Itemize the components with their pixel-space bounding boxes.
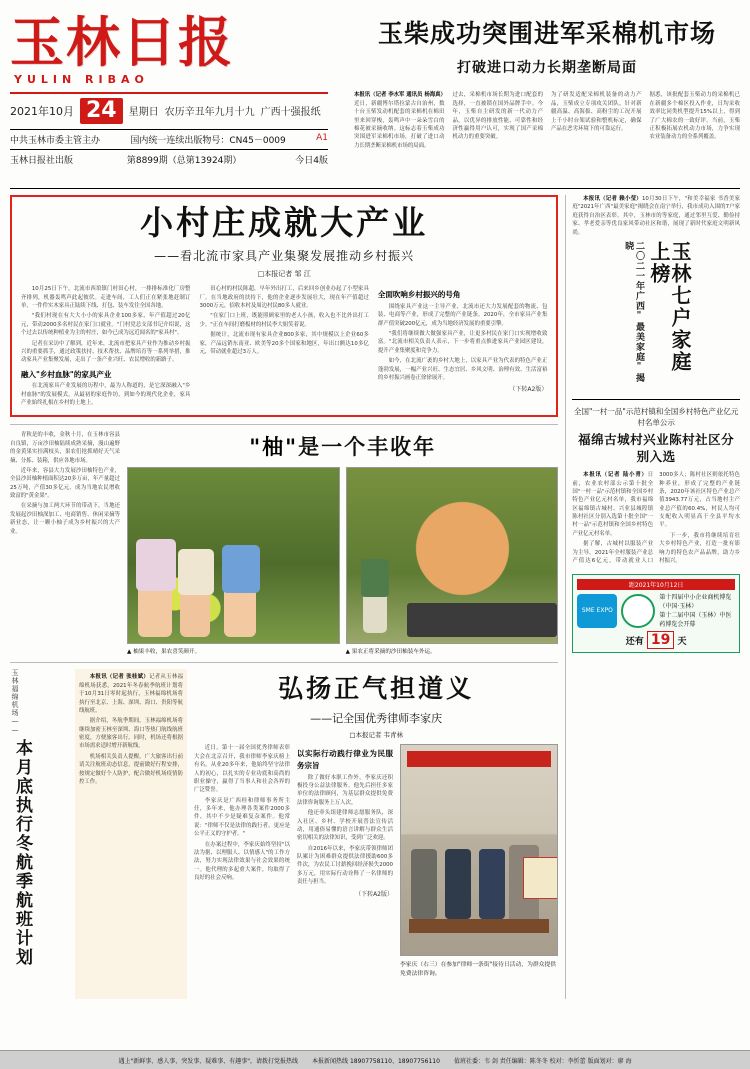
lead-s1-para-1: 在北流家具产业发展的历程中，最为人称道的，是它深深融入"乡村血脉"的发展模式。从最初的家庭作坊，到如今的现代化企业，家具产业始终扎根在乡村的土地上。 [21,383,191,407]
main-column [10,195,558,999]
dateline-date: 2021年10月 [10,104,74,118]
pp-text-3: 在采摘与加工两大环节的带动下，当地还发展起沙田柚深加工、电商销售、休闲采摘等新业态，让一颗小柚子成为乡村振兴的大产业。 [10,503,120,535]
lawyer-story-headline: 弘扬正气担道义 [278,674,475,704]
expo-ad[interactable] [572,574,740,653]
top-story-text-4: 据悉，该批配套玉柴动力的采棉机已在新疆多个棉区投入作业，日均采收效率比同类机型提升15%以上，得到了广大棉农的一致好评。当前，玉柴正积极拓展农机动力市场，力争实现农业装备动力的全系列覆盖。 [649,92,740,141]
lawyer-story-subhead: ——记全国优秀律师李家庆 [310,712,443,726]
lead-s2-para-1: 围绕家具产业这一主导产业，北流市还大力发展配套的物流、包装、电商等产业，形成了完整的产业链条。2020年，全市家具产业集群产值突破200亿元，成为当地经济发展的重要引擎。 [377,303,548,327]
rail-story-2-text [572,471,740,566]
page-footer [0,1050,750,1069]
lead-s2-para-3: 如今，在北流广袤的乡村大地上，以家具产业为代表的特色产业正蓬勃发展，一幅产业兴旺、生态宜居、乡风文明、治理有效、生活富裕的乡村振兴画卷正徐徐展开。 [377,358,548,381]
lead-para-1: 10月25日下午，北流市西埌镇门村田心村，一排排标准化厂房整齐排列，机器轰鸣声此起彼伏。走进车间，工人们正在紧张地赶制订单，一件件实木家具正陆续下线、打包、装车发往全国各地。 [21,286,191,310]
photo-caption-left: ▲ 柚果丰收，果农喜笑颜开。 [127,649,201,656]
lead-story-byline: □本报记者 邹 江 [257,270,311,279]
lawyer-para-1: 近日，第十一届全国优秀律师表彰大会在北京召开，我市律师李家庆榜上有名。从业20多年来，他始终坚守法律人的初心，以扎实的专业功底和高尚的职业操守，赢得了当事人和社会各界的广泛赞誉。 [194,745,290,794]
top-story-col-1 [354,86,445,155]
dateline-lunar: 农历辛丑年九月十九 [164,107,255,119]
rail-story-1-body: 10月30日下午，"和美幸福家 书香美家庭"2021年广西"最美家庭"揭晓会在南宁举行，我市成功入围的7户家庭获得自治区表彰。其中，玉林市的等家庭，通过邻里互爱、勤俭持家、孝老爱亲等优良家风带动社区和谐，展现了新时代家庭文明新风尚。 [572,196,740,236]
expo-ad-head: 距2021年10月12日 [577,579,735,590]
lead-story [10,195,558,417]
page-body [10,195,740,999]
rail-story-1-kicker: 二〇二一年广西"最美家庭"揭晓 [623,240,644,383]
dateline-network: 广西十强报纸 [260,107,321,119]
masthead [10,8,740,189]
rail-story-1-headline: 玉林七户家庭上榜 [646,240,692,373]
footer-hotline: 本报新闻热线 18907758110、18907756110 [312,1057,440,1065]
lawyer-story-byline: □本报记者 韦青林 [349,731,404,740]
photo-package-title-quoted: "柚" [249,434,299,460]
airport-brief [10,669,68,999]
lead-col-2 [199,285,368,409]
bottom-package [10,662,558,999]
rail-story-2-headline: 福绵古城村兴业陈村社区分别入选 [578,432,735,465]
lawyer-para-3: 在办案过程中，李家庆始终坚持"以法为据、以理服人、以情感人"的工作方法，努力实现法律效果与社会效果的统一。他代理的多起重大案件，均取得了良好的社会反响。 [194,841,290,882]
right-rail [565,195,740,999]
page-code: A1 [316,132,328,143]
rail-story-1 [572,195,740,391]
lead-col-1 [21,285,190,409]
rail-story-1-text [572,195,740,237]
countdown-suffix: 天 [677,637,687,648]
photo-pomelo-transport [346,467,559,644]
lead-s1-para-3: "在家门口上班，既能照顾家里的老人小孩，收入也不比外出打工少。"正在车间打磨板材的村民李大姐笑着说。 [199,313,369,328]
dateline [10,98,340,124]
masthead-rule-red [10,92,328,94]
expo-ad-row [577,593,735,629]
top-story [340,8,740,155]
photo-package-title [127,431,558,461]
airport-para-2: 据介绍，冬航季期间，玉林福绵机场将继续加密玉林至深圳、海口等热门航线航班密度，方便旅客出行。同时，机场还将根据市场需求适时增开新航线。 [79,718,183,750]
lawyer-s-para-2: 他还牵头组建律师志愿服务队，深入社区、乡村、学校开展普法宣传活动，用通俗易懂的语言讲解与群众生活密切相关的法律知识，受到广泛欢迎。 [297,810,393,842]
masthead-left [10,8,340,169]
top-story-col-3 [551,86,642,155]
photo-caption-right: ▲ 果农正将采摘的沙田柚装车外运。 [345,649,436,656]
lawyer-col-1 [194,744,290,977]
expo-ad-line-1: 第十四届中小企业商机博览（中国·玉林） [659,594,732,611]
countdown-prefix: 还有 [625,637,644,648]
top-story-text-3: 为了研发适配采棉机装备的动力产品，玉柴成立专项攻关团队，针对新疆高温、高海拔、高粉尘的工况开展上千小时台架试验和整机标定，确保产品在恶劣环境下的可靠运行。 [551,92,642,132]
photo-captions [127,647,558,655]
photo-pomelo-harvest [127,467,340,644]
masthead-rule-2 [10,149,328,150]
newspaper-logo: 玉林日报 [10,10,234,74]
expo-countdown [577,632,735,648]
airport-brief-headline: 本月底执行冬航季航班计划 [12,739,32,968]
pp-text-1: 青秋是的丰收，金秋十月，在玉林市容县自良镇，万亩沙田柚陆续成熟采摘，漫山遍野的金黄果实挂满枝头，果农们抢抓晴好天气采摘、分拣、装箱，供应各地市场。 [10,432,120,464]
top-story-lead: 本报讯（记者 李水军 通讯员 杨海真） [354,92,446,99]
rail-story-1-lead: 本报讯（记者 赖小莹） [583,196,642,202]
airport-brief-kicker: 玉林福绵机场—— [11,669,19,736]
lawyer-story-body [194,744,558,977]
lead-s2-para-2: "我们将继续做大做强家具产业，让更多村民在家门口实现增收致富。"北流市相关负责人表示，下一步将重点推进家具产业园区建设，提升产业集聚度和竞争力。 [377,331,548,354]
lawyer-photo [400,744,558,956]
lawyer-section-heading: 以实际行动践行律业为民服务宗旨 [297,749,393,771]
issue-label: 第8899期（总第13924期） [126,155,242,166]
top-story-headline: 玉柴成功突围进军采棉机市场 [377,19,716,48]
airport-para-1: 记者从玉林福绵机场获悉，2021年冬春航季航班计划将于10月31日零时起执行，玉林福绵机场将执行至北京、上海、深圳、海口、贵阳等航线航班。 [79,674,183,714]
press-label: 玉林日报社出版 [10,155,74,166]
rail-story-2-kicker: 全国"一村一品"示范村镇和全国乡村特色产业亿元村名单公示 [573,406,739,428]
airport-brief-lead: 本报讯（记者 张桂斌） [89,674,150,681]
photo-red-banner [407,751,551,767]
airport-brief-text [75,669,187,999]
dateline-day: 24 [80,98,123,124]
photo-row [127,467,558,644]
rail-divider-1 [572,399,740,400]
top-story-subhead: 打破进口动力长期垄断局面 [457,60,637,76]
pages-label: 今日4版 [295,155,328,166]
photo-package-sidetext [10,431,120,655]
countdown-number: 19 [647,631,674,649]
lead-story-jump: （下转A2版） [509,386,548,394]
rail-story-1-titles [572,241,740,391]
masthead-issue-row [10,153,328,166]
photo-package [10,424,558,655]
lawyer-para-2: 李家庆是广西桂和律师事务所主任，多年来，他办理各类案件2000多件，其中不少是疑难复杂案件。他常说："律师不仅是法律的践行者，更应是公平正义的守护者。" [194,797,290,838]
rail-story-2 [572,406,740,566]
publisher-label: 中共玉林市委主管主办 [10,135,101,146]
lead-section-heading-2: 全面吹响乡村振兴的号角 [377,290,461,300]
expo-logo-icon: SME EXPO [577,594,617,628]
lawyer-s-para-1: 除了做好本职工作外，李家庆还积极投身公益法律服务。他先后担任多家单位的法律顾问，为基层群众提供免费法律咨询服务上万人次。 [297,774,393,806]
top-story-col-4 [650,86,741,155]
expo-seal-icon [621,594,655,628]
photo-package-title-rest: 是一个丰收年 [298,434,437,460]
dateline-weekday: 星期日 [128,107,159,119]
newspaper-logo-pinyin: YULIN RIBAO [14,72,149,86]
masthead-publisher-row [10,133,328,146]
lead-story-subhead: ——看北流市家具产业集聚发展推动乡村振兴 [154,249,415,264]
rail-story-2-para-1: 日前，农业农村部公示第十批全国"一村一品"示范村镇和全国乡村特色产业亿元村名单，我市福绵区福绵镇古城村、兴业县城隍镇陈村社区分别入选第十批全国"一村一品"示范村镇和全国乡村特色产业亿元村名单。 [572,472,654,537]
rail-story-2-para-3: 下一步，我市将继续培育壮大乡村特色产业，打造一批有影响力的特色农产品品牌，助力乡村振兴。 [659,532,740,564]
lead-s1-para-2: 田心村的村民陈超，早年外出打工，后来回乡创业办起了小型家具厂。在当地政府的扶持下，他的企业逐步发展壮大，现在年产值超过3000万元，招收本村及周边村民80多人就业。 [199,286,369,310]
masthead-rule-1 [10,129,328,130]
lawyer-photo-wrap [400,744,558,977]
lawyer-photo-caption: 李家庆（右三）在参加"律师一条街"接待日活动，为群众提供免费法律咨询。 [400,962,557,978]
lawyer-s-para-3: 自2016年以来，李家庆带领律师团队累计为困难群众提供法律援助600多件次，为农民工讨薪挽回经济损失2000多万元，用实际行动诠释了一名律师的责任与担当。 [297,845,393,886]
lead-section-heading-1: 融入"乡村血脉"的家具产业 [21,369,112,379]
lead-s1-para-4: 据统计，北流市现有家具企业800多家，其中规模以上企业60多家，产品远销东南亚、欧美等20多个国家和地区，年出口额达10多亿元，带动就业超过3万人。 [199,332,369,355]
footer-credits: 值班社委：韦 剑 责任编辑：陈冬冬 校对：李忻蕾 版面划对：廖 海 [453,1057,632,1065]
airport-para-3: 机场相关负责人提醒，广大旅客出行前请关注航班动态信息，提前做好行程安排，按规定做好个人防护，配合做好机场疫情防控工作。 [79,753,183,785]
lawyer-story [194,669,558,999]
expo-ad-lines [659,593,735,629]
expo-ad-line-2: 第十二届中国（玉林）中医药博览会开幕 [659,612,732,629]
top-story-text-2: 过去，采棉机市场长期为进口配套的选择，一直被锁在国外品牌手中。今年，玉柴自主研发的新一代动力产品，以优异的排放性能、可靠性和经济性赢得用户认可，实现了国产采棉机动力的重要突破。 [452,92,543,141]
lead-col-3 [378,285,547,409]
lawyer-story-jump: （下转A2版） [355,890,393,898]
lead-story-headline: 小村庄成就大产业 [140,203,429,242]
photo-package-main [127,431,558,655]
top-story-body [354,86,740,155]
lead-para-3: 记者在采访中了解到，近年来，北流市把家具产业作为推动乡村振兴的重要抓手，通过政策扶持、技术帮扶、品牌培育等一系列举措，推动家具产业集聚发展，走出了一条产业兴旺、农民增收的新路子。 [21,340,191,364]
lead-story-body [21,285,547,409]
lead-para-2: "我们村现在有大大小小的家具企业100多家，年产值超过20亿元，带动2000多名村民在家门口就业。"门村党总支部书记介绍说，这个过去以传统种植业为主的村庄，如今已成为远近闻名的"家具村"。 [21,313,191,337]
top-story-col-2 [453,86,544,155]
rail-story-2-para-2: 据了解，古城村以服装产业为主导，2021年全村服装产业总产值达6亿元，带动就业人口3000多人；陈村社区则依托特色种养业，形成了完整的产业链条，2020年该社区特色产业总产值3943.77万元，占当地村主产业总产值的60.4%，村民人均可支配收入明显高于全县平均水平。 [572,472,740,564]
top-story-text-1: 近日，新疆博尔塔拉蒙古自治州，数十台玉柴发动机配套的采棉机在棉田里来回穿梭，轰鸣声中一朵朵雪白的棉花被采摘收纳。这标志着玉柴成功突围进军采棉机市场，打破了进口动力长期垄断采棉机市场的局面。 [354,100,445,149]
issn-label: 国内统一连续出版物号：CN45－0009 [130,135,286,146]
rail-story-2-lead: 本报讯（记者 陆小青） [583,472,648,479]
footer-tipline: 遇上"新鲜事、感人事、突发事、疑难事、有趣事"，请拨打党报热线 [118,1057,299,1065]
pp-text-2: 近年来，容县大力发展沙田柚特色产业，全县沙田柚种植面积达20多万亩，年产量超过25万吨，产值30多亿元，成为当地农民增收致富的"黄金果"。 [10,467,120,500]
lawyer-col-2 [297,744,393,977]
